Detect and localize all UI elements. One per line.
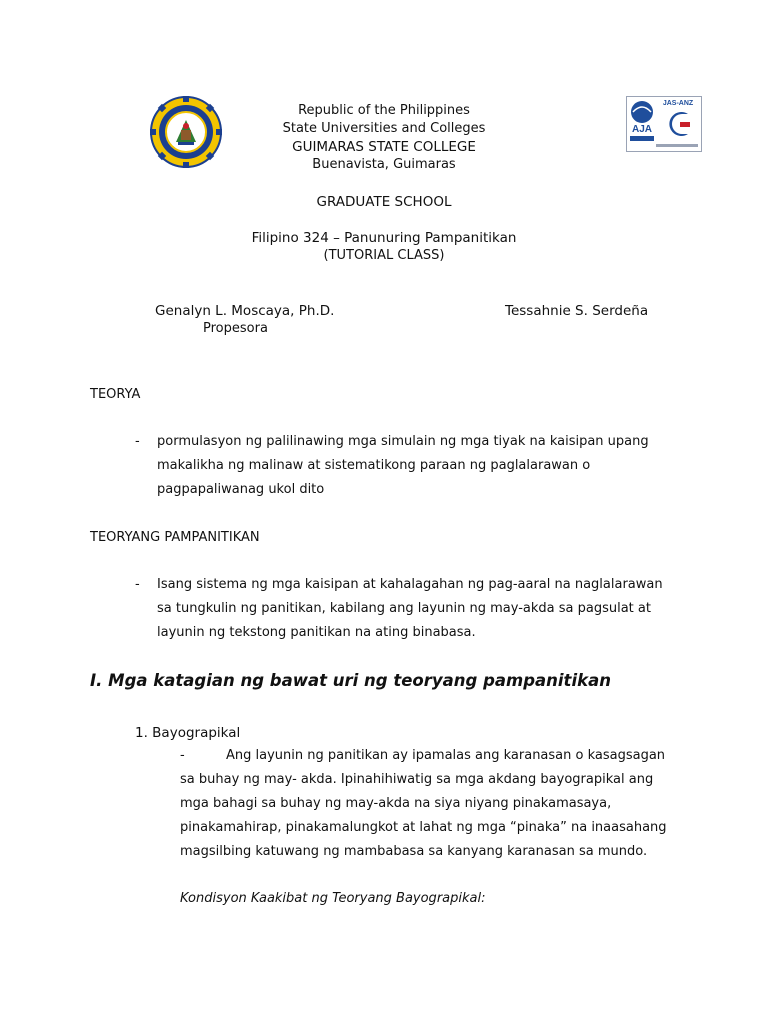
- bayograpikal-line: magsilbing katuwang ng mambabasa sa kanyang karanasan sa mundo.: [180, 844, 648, 859]
- header-suc: State Universities and Colleges: [282, 121, 486, 136]
- teorya-bullet-dash: -: [135, 434, 140, 449]
- header-college: GUIMARAS STATE COLLEGE: [292, 139, 476, 155]
- svg-text:JAS-ANZ: JAS-ANZ: [662, 100, 694, 107]
- bayograpikal-bullet-dash: -: [180, 748, 185, 763]
- teorya-definition: [157, 430, 649, 502]
- main-section-heading: I. Mga katagian ng bawat uri ng teoryang pampanitikan: [90, 671, 611, 690]
- header-location: Buenavista, Guimaras: [312, 157, 456, 172]
- bayograpikal-line: pinakamahirap, pinakamalungkot at lahat ng mga “pinaka” na inaasahang: [180, 820, 667, 835]
- course-title: Filipino 324 – Panunuring Pampanitikan: [251, 230, 517, 246]
- student-name: Tessahnie S. Serdeña: [505, 303, 649, 319]
- teorya-line: pagpapaliwanag ukol dito: [157, 482, 325, 497]
- bayograpikal-line: mga bahagi sa buhay ng may-akda na siya niyang pinakamasaya,: [180, 796, 612, 811]
- teoryang-pampanitikan-heading: TEORYANG PAMPANITIKAN: [90, 530, 260, 545]
- tp-line: sa tungkulin ng panitikan, kabilang ang layunin ng may-akda sa pagsulat at: [157, 601, 651, 616]
- bayograpikal-heading: 1. Bayograpikal: [135, 725, 241, 741]
- bayograpikal-line: sa buhay ng may- akda. Ipinahihiwatig sa mga akdang bayograpikal ang: [180, 772, 654, 787]
- bayograpikal-line: Ang layunin ng panitikan ay ipamalas ang karanasan o kasagsagan: [226, 748, 666, 763]
- header-graduate-school: GRADUATE SCHOOL: [316, 194, 452, 210]
- tp-bullet-dash: -: [135, 577, 140, 592]
- bayograpikal-description: [180, 744, 667, 864]
- teorya-line: pormulasyon ng palilinawing mga simulain ng mga tiyak na kaisipan upang: [157, 434, 649, 449]
- tp-line: layunin ng tekstong panitikan na ating binabasa.: [157, 625, 476, 640]
- header-republic: Republic of the Philippines: [298, 103, 470, 118]
- teorya-heading: TEORYA: [90, 387, 141, 402]
- kondisyon-subheading: Kondisyon Kaakibat ng Teoryang Bayograpikal:: [180, 891, 486, 906]
- teorya-line: makalikha ng malinaw at sistematikong paraan ng paglalarawan o: [157, 458, 591, 473]
- tp-line: Isang sistema ng mga kaisipan at kahalagahan ng pag-aaral na naglalarawan: [157, 577, 663, 592]
- class-type: (TUTORIAL CLASS): [323, 248, 445, 263]
- professor-name: Genalyn L. Moscaya, Ph.D.: [155, 303, 335, 319]
- svg-text:AJA: AJA: [631, 124, 653, 135]
- tp-definition: [157, 573, 663, 645]
- professor-role: Propesora: [203, 321, 268, 336]
